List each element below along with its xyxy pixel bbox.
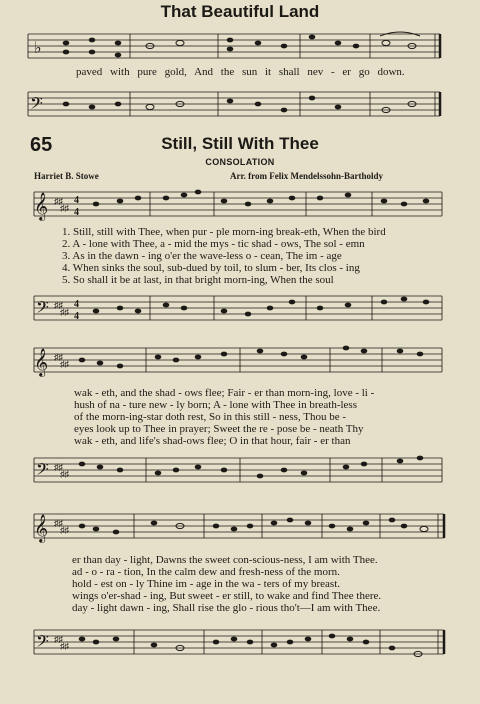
system3-bass-staff — [0, 620, 480, 666]
verse-line: of the morn-ing-star doth rest, So in this still - ness, Thou be - — [74, 411, 347, 423]
previous-bass-staff — [0, 84, 480, 124]
verse-line: wak - eth, and life's shad-ows flee; O in that hour, fair - er than — [74, 435, 351, 447]
svg-text:♯♯: ♯♯ — [60, 525, 69, 535]
verse-line: 1. Still, still with Thee, when pur - ple morn-ing break-eth, When the bird — [62, 226, 386, 238]
svg-text:𝄞: 𝄞 — [34, 348, 49, 376]
system2-treble-staff — [0, 338, 480, 382]
svg-text:♯♯: ♯♯ — [60, 469, 69, 479]
verse-line: ad - o - ra - tion, In the calm dew and fresh-ness of the morn. — [72, 566, 340, 578]
svg-text:𝄞: 𝄞 — [34, 514, 49, 542]
system3-treble-staff — [0, 506, 480, 548]
system2-bass-staff — [0, 450, 480, 490]
system1-bass-staff — [0, 288, 480, 328]
svg-text:𝄢: 𝄢 — [36, 297, 49, 321]
svg-text:♯♯: ♯♯ — [54, 518, 63, 528]
verse-line: hush of na - ture new - ly born; A - lone with Thee in breath-less — [74, 399, 357, 411]
verse-line: hold - est on - ly Thine im - age in the wa - ters of my breast. — [72, 578, 341, 590]
verse-line: 2. A - lone with Thee, a - mid the mys - tic shad - ows, The sol - emn — [62, 238, 365, 250]
hymn-number: 65 — [30, 134, 53, 156]
svg-text:♯♯: ♯♯ — [60, 641, 69, 651]
verse-line: wings o'er-shad - ing, But sweet - er still, to wake and find Thee there. — [72, 590, 382, 602]
svg-text:4: 4 — [74, 207, 79, 218]
arranger-credit: Arr. from Felix Mendelssohn-Bartholdy — [230, 171, 383, 181]
verse-line: 5. So shall it be at last, in that bright morn-ing, When the soul — [62, 274, 334, 286]
verse-line: 3. As in the dawn - ing o'er the wave-less o - cean, The im - age — [62, 250, 342, 262]
tune-name: CONSOLATION — [205, 157, 275, 167]
svg-text:𝄢: 𝄢 — [36, 459, 49, 483]
verse-line: er than day - light, Dawns the sweet con-scious-ness, I am with Thee. — [72, 554, 378, 566]
svg-text:♯♯: ♯♯ — [54, 300, 63, 310]
previous-hymn-title: That Beautiful Land — [160, 2, 320, 21]
previous-treble-staff — [0, 28, 480, 64]
system1-treble-staff — [0, 184, 480, 224]
hymn-title: Still, Still With Thee — [161, 134, 319, 153]
previous-hymn-lyric: paved with pure gold, And the sun it shall nev - er go down. — [76, 66, 405, 78]
svg-text:♯♯: ♯♯ — [54, 462, 63, 472]
svg-text:𝄢: 𝄢 — [30, 93, 43, 117]
svg-text:𝄢: 𝄢 — [36, 631, 49, 655]
verse-line: eyes look up to Thee in prayer; Sweet the re - pose be - neath Thy — [74, 423, 364, 435]
verse-line: wak - eth, and the shad - ows flee; Fair - er than morn-ing, love - li - — [74, 387, 375, 399]
author-credit: Harriet B. Stowe — [34, 171, 99, 181]
svg-text:♯♯: ♯♯ — [54, 634, 63, 644]
svg-text:4: 4 — [74, 195, 79, 206]
verse-line: 4. When sinks the soul, sub-dued by toil, to slum - ber, Its clos - ing — [62, 262, 360, 274]
svg-text:♭: ♭ — [34, 38, 42, 57]
svg-text:♯♯: ♯♯ — [60, 307, 69, 317]
svg-text:4: 4 — [74, 299, 79, 310]
svg-text:♯♯: ♯♯ — [60, 203, 69, 213]
svg-text:♯♯: ♯♯ — [54, 352, 63, 362]
svg-text:♯♯: ♯♯ — [54, 196, 63, 206]
svg-text:4: 4 — [74, 311, 79, 322]
svg-text:♯♯: ♯♯ — [60, 359, 69, 369]
verse-line: day - light dawn - ing, Shall rise the glo - rious tho't—I am with Thee. — [72, 602, 381, 614]
svg-text:𝄞: 𝄞 — [34, 192, 49, 220]
